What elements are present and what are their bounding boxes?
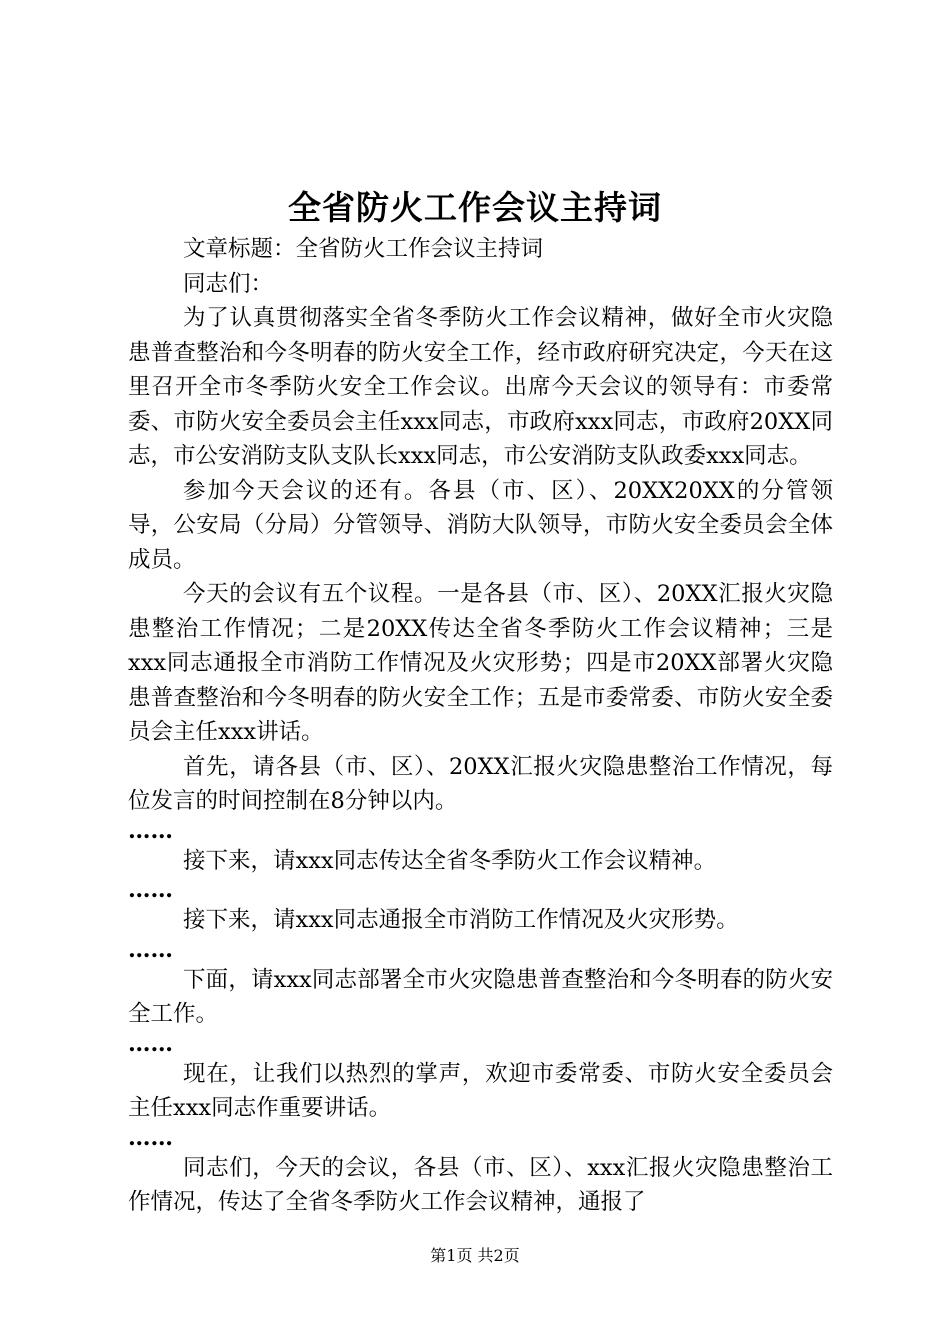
paragraph-third-item: 接下来，请xxx同志通报全市消防工作情况及火灾形势。 bbox=[183, 907, 739, 933]
paragraph-second-item: 接下来，请xxx同志传达全省冬季防火工作会议精神。 bbox=[183, 847, 717, 874]
ellipsis-4: …… bbox=[128, 1030, 173, 1057]
salutation: 同志们： bbox=[183, 270, 274, 297]
ellipsis-3: …… bbox=[128, 936, 173, 963]
paragraph-fifth-item: 现在，让我们以热烈的掌声，欢迎市委常委、市防火安全委员会主任xxx同志作重要讲话。 bbox=[128, 1060, 833, 1121]
document-body bbox=[128, 232, 833, 1220]
document-title: 全省防火工作会议主持词 bbox=[288, 188, 662, 227]
paragraph-opening: 为了认真贯彻落实全省冬季防火工作会议精神，做好全市火灾隐患普查整治和今冬明春的防火安全工作，经市政府研究决定，今天在这里召开全市冬季防火安全工作会议。出席今天会议的领导有：市委常委、市防火安全委员会主任xxx同志，市政府xxx同志，市政府20XX同志，市公安消防支队支队长xxx同志，市公安消防支队政委xxx同志。 bbox=[128, 305, 833, 469]
paragraph-first-item: 首先，请各县（市、区）、20XX汇报火灾隐患整治工作情况，每位发言的时间控制在8分钟以内。 bbox=[128, 753, 833, 814]
ellipsis-1: …… bbox=[128, 817, 173, 844]
ellipsis-2: …… bbox=[128, 877, 173, 903]
paragraph-fourth-item: 下面，请xxx同志部署全市火灾隐患普查整治和今冬明春的防火安全工作。 bbox=[128, 966, 833, 1027]
paragraph-agenda: 今天的会议有五个议程。一是各县（市、区）、20XX汇报火灾隐患整治工作情况；二是20XX传达全省冬季防火工作会议精神；三是xxx同志通报全市消防工作情况及火灾形势；四是市20XX部署火灾隐患普查整治和今冬明春的防火安全工作；五是市委常委、市防火安全委员会主任xxx讲话。 bbox=[128, 581, 833, 745]
paragraph-attendees: 参加今天会议的还有。各县（市、区）、20XX20XX的分管领导，公安局（分局）分管领导、消防大队领导，市防火安全委员会全体成员。 bbox=[128, 477, 833, 573]
page-footer: 第1页 共2页 bbox=[430, 1246, 520, 1265]
article-title-line: 文章标题：全省防火工作会议主持词 bbox=[183, 236, 544, 262]
ellipsis-5: …… bbox=[128, 1124, 173, 1151]
paragraph-closing: 同志们，今天的会议，各县（市、区）、xxx汇报火灾隐患整治工作情况，传达了全省冬季防火工作会议精神，通报了 bbox=[128, 1154, 833, 1215]
